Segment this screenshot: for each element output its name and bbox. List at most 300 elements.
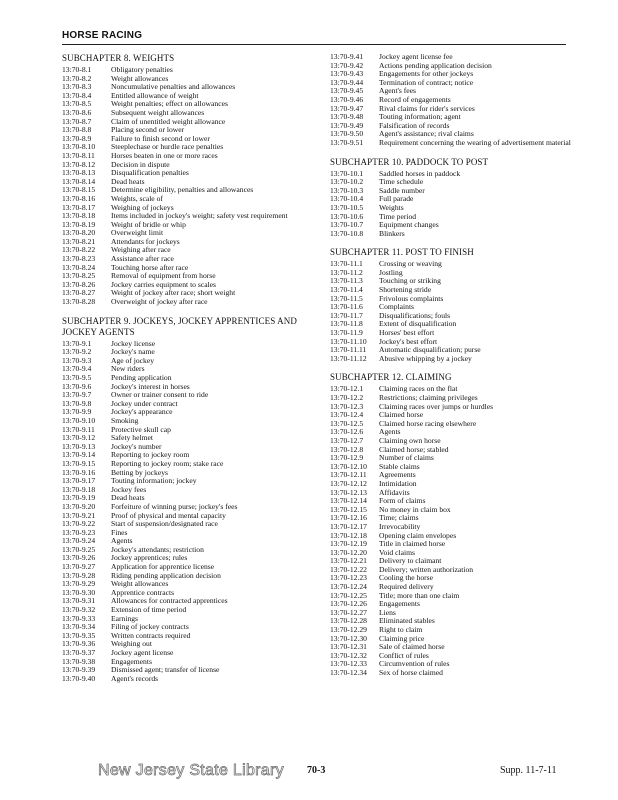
section-title: Falsification of records — [379, 120, 450, 130]
section-title: Weight allowances — [111, 579, 169, 589]
list-item — [62, 632, 312, 641]
section-number: 13:70-9.16 — [62, 467, 96, 477]
list-item — [62, 169, 312, 178]
section-title: Opening claim envelopes — [379, 530, 457, 540]
section-title: Agreements — [379, 470, 416, 480]
section-number: 13:70-9.13 — [62, 441, 96, 451]
section-list — [330, 53, 580, 148]
list-item — [62, 298, 312, 307]
section-title: Weight penalties; effect on allowances — [111, 99, 228, 109]
section-number: 13:70-12.31 — [330, 642, 367, 652]
section-title: Touting information; agent — [379, 112, 461, 122]
section-title: Weighing out — [111, 639, 152, 649]
section-title: Claiming own horse — [379, 435, 441, 445]
section-number: 13:70-12.26 — [330, 599, 367, 609]
section-number: 13:70-10.6 — [330, 211, 364, 221]
section-title: Protective skull cap — [111, 424, 171, 434]
list-item — [330, 574, 580, 583]
section-number: 13:70-9.11 — [62, 424, 95, 434]
section-number: 13:70-8.3 — [62, 82, 92, 92]
list-item — [330, 428, 580, 437]
section-number: 13:70-10.8 — [330, 228, 364, 238]
section-title: Rival claims for rider's services — [379, 103, 475, 113]
section-list — [330, 260, 580, 363]
section-title: Weight of bridle or whip — [111, 219, 186, 229]
running-header: HORSE RACING — [62, 30, 566, 45]
section-number: 13:70-12.34 — [330, 668, 367, 677]
section-number: 13:70-12.4 — [330, 410, 364, 420]
section-title: Claiming races on the flat — [379, 384, 458, 394]
section-number: 13:70-12.8 — [330, 444, 364, 454]
list-item — [330, 626, 580, 635]
list-item — [62, 118, 312, 127]
section-title: Weights — [379, 202, 404, 212]
section-number: 13:70-11.5 — [330, 293, 363, 303]
list-item — [330, 295, 580, 304]
section-number: 13:70-9.18 — [62, 484, 96, 494]
list-item — [330, 221, 580, 230]
section-title: Dead heats — [111, 176, 145, 186]
section-number: 13:70-8.22 — [62, 245, 96, 255]
section-title: Sex of horse claimed — [379, 668, 443, 677]
section-title: Delivery; written authorization — [379, 564, 474, 574]
section-title: Smoking — [111, 415, 139, 425]
section-title: Engagements for other jockeys — [379, 69, 474, 79]
section-title: Requirement concerning the wearing of advertisement material — [379, 137, 571, 147]
section-number: 13:70-9.7 — [62, 390, 92, 400]
list-item — [62, 434, 312, 443]
section-number: 13:70-11.6 — [330, 302, 363, 312]
section-title: Weight allowances — [111, 73, 169, 83]
section-number: 13:70-12.2 — [330, 393, 364, 402]
section-number: 13:70-9.9 — [62, 407, 92, 417]
list-item — [62, 460, 312, 469]
section-number: 13:70-12.13 — [330, 487, 367, 497]
section-number: 13:70-10.2 — [330, 177, 364, 187]
section-title: Equipment changes — [379, 220, 439, 230]
section-title: Safety helmet — [111, 433, 153, 443]
section-title: Dismissed agent; transfer of license — [111, 665, 220, 675]
section-title: Sale of claimed horse — [379, 642, 445, 652]
section-title: Disqualifications; fouls — [379, 310, 451, 320]
list-item — [62, 221, 312, 230]
section-title: Entitled allowance of weight — [111, 90, 199, 100]
section-title: Claiming price — [379, 633, 425, 643]
section-title: Shortening stride — [379, 285, 432, 295]
list-item — [330, 652, 580, 661]
section-number: 13:70-12.32 — [330, 650, 367, 660]
section-title: Jockey carries equipment to scales — [111, 279, 217, 289]
section-title: Title; more than one claim — [379, 590, 460, 600]
section-title: Form of claims — [379, 496, 426, 506]
section-title: Overweight of jockey after race — [111, 297, 208, 307]
section-number: 13:70-11.10 — [330, 336, 367, 346]
section-number: 13:70-9.39 — [62, 665, 96, 675]
section-number: 13:70-11.3 — [330, 276, 363, 286]
section-title: Engagements — [379, 599, 420, 609]
section-list — [62, 66, 312, 307]
section-number: 13:70-8.20 — [62, 228, 96, 238]
section-number: 13:70-9.12 — [62, 433, 96, 443]
list-item — [62, 246, 312, 255]
section-number: 13:70-9.6 — [62, 381, 92, 391]
list-item — [62, 529, 312, 538]
section-title: Jostling — [379, 267, 403, 277]
section-title: Weighing after race — [111, 245, 171, 255]
list-item — [62, 572, 312, 581]
list-item — [330, 170, 580, 179]
list-item — [330, 204, 580, 213]
section-number: 13:70-11.9 — [330, 328, 363, 338]
list-item — [330, 87, 580, 96]
section-title: Cooling the horse — [379, 573, 433, 583]
list-item — [62, 66, 312, 75]
list-item — [62, 580, 312, 589]
section-title: Horses beaten in one or more races — [111, 150, 218, 160]
section-title: Jockey license — [111, 338, 156, 348]
list-item — [62, 640, 312, 649]
section-number: 13:70-12.33 — [330, 659, 367, 669]
section-number: 13:70-12.30 — [330, 633, 367, 643]
section-title: Assistance after race — [111, 254, 174, 264]
section-title: Steeplechase or hurdle race penalties — [111, 142, 224, 152]
section-title: Weights, scale of — [111, 193, 163, 203]
section-title: Owner or trainer consent to ride — [111, 390, 209, 400]
section-number: 13:70-12.18 — [330, 530, 367, 540]
section-number: 13:70-8.15 — [62, 185, 96, 195]
list-item — [330, 230, 580, 239]
section-title: Restrictions; claiming privileges — [379, 393, 478, 402]
section-title: Obligatory penalties — [111, 65, 173, 74]
section-title: Dead heats — [111, 493, 145, 503]
section-title: Actions pending application decision — [379, 60, 492, 70]
section-title: Overweight limit — [111, 228, 164, 238]
section-number: 13:70-10.3 — [330, 185, 364, 195]
section-title: Jockey's best effort — [379, 336, 438, 346]
section-number: 13:70-12.1 — [330, 384, 364, 394]
section-number: 13:70-9.41 — [330, 52, 364, 61]
section-title: Jockey's appearance — [111, 407, 173, 417]
list-item — [330, 489, 580, 498]
section-title: Jockey apprentices; rules — [111, 553, 188, 563]
section-title: Proof of physical and mental capacity — [111, 510, 226, 520]
list-item — [330, 277, 580, 286]
list-item — [330, 617, 580, 626]
section-number: 13:70-8.5 — [62, 99, 92, 109]
section-title: Agents — [379, 427, 401, 437]
section-title: Written contracts required — [111, 630, 191, 640]
section-number: 13:70-9.30 — [62, 587, 96, 597]
list-item — [330, 600, 580, 609]
section-number: 13:70-9.45 — [330, 86, 364, 96]
section-title: Agent's fees — [379, 86, 417, 96]
section-title: Engagements — [111, 656, 152, 666]
section-title: Liens — [379, 607, 396, 617]
section-title: Abusive whipping by a jockey — [379, 353, 472, 363]
section-number: 13:70-12.27 — [330, 607, 367, 617]
section-number: 13:70-9.31 — [62, 596, 96, 606]
section-number: 13:70-9.23 — [62, 527, 96, 537]
section-title: Jockey's attendants; restriction — [111, 544, 204, 554]
list-item — [330, 549, 580, 558]
section-number: 13:70-9.51 — [330, 137, 364, 147]
section-title: Items included in jockey's weight; safety vest requirement — [111, 211, 288, 221]
section-title: Crossing or weaving — [379, 259, 442, 269]
section-title: Removal of equipment from horse — [111, 271, 216, 281]
list-item — [62, 606, 312, 615]
section-number: 13:70-9.27 — [62, 562, 96, 572]
list-item — [330, 669, 580, 678]
section-number: 13:70-9.2 — [62, 347, 92, 357]
list-item — [330, 420, 580, 429]
section-number: 13:70-11.12 — [330, 353, 367, 363]
section-number: 13:70-12.24 — [330, 582, 367, 592]
section-number: 13:70-9.33 — [62, 613, 96, 623]
section-title: Delivery to claimant — [379, 556, 442, 566]
section-title: Pending application — [111, 373, 172, 382]
list-item — [330, 286, 580, 295]
list-item — [62, 391, 312, 400]
section-title: Forfeiture of winning purse; jockey's fees — [111, 501, 238, 511]
section-title: Touching horse after race — [111, 262, 189, 272]
section-number: 13:70-8.27 — [62, 288, 96, 298]
subchapter-heading: SUBCHAPTER 12. CLAIMING — [330, 372, 452, 383]
section-number: 13:70-9.29 — [62, 579, 96, 589]
list-item — [330, 213, 580, 222]
list-item — [62, 212, 312, 221]
list-item — [330, 437, 580, 446]
section-title: Affidavits — [379, 487, 410, 497]
list-item — [62, 238, 312, 247]
section-title: Complaints — [379, 302, 415, 312]
section-number: 13:70-8.23 — [62, 254, 96, 264]
section-title: Age of jockey — [111, 355, 155, 365]
section-title: Determine eligibility, penalties and allowances — [111, 185, 254, 195]
section-number: 13:70-9.32 — [62, 605, 96, 615]
section-number: 13:70-8.21 — [62, 236, 96, 246]
section-list — [62, 340, 312, 684]
section-title: Allowances for contracted apprentices — [111, 596, 228, 606]
list-item — [330, 329, 580, 338]
section-title: Saddled horses in paddock — [379, 168, 461, 178]
section-title: New riders — [111, 364, 145, 374]
section-number: 13:70-9.21 — [62, 510, 96, 520]
subchapter-heading: SUBCHAPTER 8. WEIGHTS — [62, 53, 175, 63]
section-number: 13:70-12.25 — [330, 590, 367, 600]
list-item — [330, 303, 580, 312]
section-title: Weighing of jockeys — [111, 202, 174, 212]
section-number: 13:70-12.5 — [330, 418, 364, 428]
section-number: 13:70-8.26 — [62, 279, 96, 289]
list-item — [62, 417, 312, 426]
list-item — [62, 520, 312, 529]
list-item — [62, 348, 312, 357]
section-number: 13:70-12.9 — [330, 453, 364, 463]
list-item — [330, 532, 580, 541]
section-number: 13:70-8.19 — [62, 219, 96, 229]
list-item — [330, 471, 580, 480]
section-number: 13:70-8.24 — [62, 262, 96, 272]
section-title: Agents — [111, 536, 133, 546]
section-number: 13:70-9.1 — [62, 338, 92, 348]
section-title: Touching or striking — [379, 276, 441, 286]
section-title: Claiming races over jumps or hurdles — [379, 401, 494, 411]
section-number: 13:70-8.12 — [62, 159, 96, 169]
section-title: Placing second or lower — [111, 125, 185, 135]
section-title: Time schedule — [379, 177, 424, 187]
list-item — [330, 463, 580, 472]
list-item — [62, 649, 312, 658]
section-title: Claim of unentitled weight allowance — [111, 116, 226, 126]
section-number: 13:70-12.14 — [330, 496, 367, 506]
section-number: 13:70-8.16 — [62, 193, 96, 203]
section-title: Disqualification penalties — [111, 168, 189, 178]
section-title: Intimidation — [379, 478, 417, 488]
section-title: Filing of jockey contracts — [111, 622, 189, 632]
list-item — [330, 260, 580, 269]
section-number: 13:70-10.5 — [330, 202, 364, 212]
section-number: 13:70-12.21 — [330, 556, 367, 566]
section-number: 13:70-9.35 — [62, 630, 96, 640]
list-item — [330, 497, 580, 506]
list-item — [62, 186, 312, 195]
list-item — [330, 514, 580, 523]
list-item — [330, 139, 580, 148]
section-number: 13:70-8.8 — [62, 125, 92, 135]
list-item — [330, 187, 580, 196]
list-item — [330, 403, 580, 412]
list-item — [330, 446, 580, 455]
section-number: 13:70-8.28 — [62, 297, 96, 307]
list-item — [62, 365, 312, 374]
section-number: 13:70-12.22 — [330, 564, 367, 574]
section-number: 13:70-8.14 — [62, 176, 96, 186]
section-number: 13:70-11.4 — [330, 285, 363, 295]
section-number: 13:70-12.12 — [330, 478, 367, 488]
section-number: 13:70-9.50 — [330, 129, 364, 139]
section-number: 13:70-9.19 — [62, 493, 96, 503]
section-number: 13:70-12.19 — [330, 539, 367, 549]
section-number: 13:70-12.23 — [330, 573, 367, 583]
section-number: 13:70-12.7 — [330, 435, 364, 445]
list-item — [62, 666, 312, 675]
section-title: Reporting to jockey room — [111, 450, 190, 460]
section-title: Time period — [379, 211, 417, 221]
section-number: 13:70-10.1 — [330, 168, 364, 178]
section-list — [330, 385, 580, 677]
section-number: 13:70-9.3 — [62, 355, 92, 365]
section-title: Jockey agent license fee — [379, 52, 453, 61]
section-title: Agent's records — [111, 673, 159, 683]
supplement-date: Supp. 11-7-11 — [500, 765, 557, 776]
section-number: 13:70-8.18 — [62, 211, 96, 221]
section-title: Stable claims — [379, 461, 420, 471]
list-item — [62, 486, 312, 495]
section-title: Subsequent weight allowances — [111, 107, 205, 117]
section-title: Horses' best effort — [379, 328, 435, 338]
section-title: Riding pending application decision — [111, 570, 221, 580]
section-title: Right to claim — [379, 625, 423, 635]
list-item — [62, 357, 312, 366]
list-item — [330, 269, 580, 278]
section-number: 13:70-9.8 — [62, 398, 92, 408]
list-item — [330, 195, 580, 204]
subchapter-heading: SUBCHAPTER 10. PADDOCK TO POST — [330, 156, 489, 167]
section-number: 13:70-9.36 — [62, 639, 96, 649]
section-title: Jockey's name — [111, 347, 155, 357]
section-title: Reporting to jockey room; stake race — [111, 458, 224, 468]
section-number: 13:70-8.11 — [62, 150, 95, 160]
section-title: Claimed horse — [379, 410, 424, 420]
section-number: 13:70-9.34 — [62, 622, 96, 632]
section-number: 13:70-9.15 — [62, 458, 96, 468]
section-number: 13:70-9.46 — [330, 94, 364, 104]
section-number: 13:70-8.25 — [62, 271, 96, 281]
section-title: Earnings — [111, 613, 138, 623]
section-number: 13:70-9.25 — [62, 544, 96, 554]
section-number: 13:70-12.11 — [330, 470, 367, 480]
list-item — [62, 400, 312, 409]
section-title: Irrevocability — [379, 521, 421, 531]
section-number: 13:70-8.4 — [62, 90, 92, 100]
section-number: 13:70-11.8 — [330, 319, 363, 329]
section-number: 13:70-9.38 — [62, 656, 96, 666]
section-title: Extent of disqualification — [379, 319, 457, 329]
list-item — [62, 229, 312, 238]
section-number: 13:70-9.4 — [62, 364, 92, 374]
section-title: Circumvention of rules — [379, 659, 450, 669]
section-title: Blinkers — [379, 228, 405, 238]
section-number: 13:70-9.26 — [62, 553, 96, 563]
section-title: Failure to finish second or lower — [111, 133, 210, 143]
list-item — [330, 320, 580, 329]
list-item — [330, 643, 580, 652]
section-title: Jockey's number — [111, 441, 162, 451]
section-number: 13:70-12.17 — [330, 521, 367, 531]
section-title: Jockey agent license — [111, 648, 174, 657]
section-title: No money in claim box — [379, 504, 451, 514]
list-item — [330, 178, 580, 187]
section-number: 13:70-11.2 — [330, 267, 363, 277]
section-number: 13:70-9.5 — [62, 373, 92, 382]
list-item — [330, 592, 580, 601]
section-title: Touting information; jockey — [111, 476, 197, 486]
list-item — [330, 635, 580, 644]
toc-right-column — [330, 53, 580, 678]
section-title: Jockey under contract — [111, 398, 178, 408]
section-number: 13:70-9.20 — [62, 501, 96, 511]
section-number: 13:70-10.7 — [330, 220, 364, 230]
section-number: 13:70-9.24 — [62, 536, 96, 546]
section-title: Conflict of rules — [379, 650, 429, 660]
section-number: 13:70-9.40 — [62, 673, 96, 683]
list-item — [330, 609, 580, 618]
section-number: 13:70-9.48 — [330, 112, 364, 122]
list-item — [62, 408, 312, 417]
section-number: 13:70-8.10 — [62, 142, 96, 152]
section-number: 13:70-9.22 — [62, 519, 96, 529]
section-title: Decision in dispute — [111, 159, 170, 169]
list-item — [330, 454, 580, 463]
section-number: 13:70-8.7 — [62, 116, 92, 126]
section-number: 13:70-9.43 — [330, 69, 364, 79]
section-title: Number of claims — [379, 453, 434, 463]
library-watermark: New Jersey State Library — [98, 762, 284, 779]
section-title: Weight of jockey after race; short weight — [111, 288, 236, 298]
list-item — [330, 660, 580, 669]
section-number: 13:70-9.44 — [330, 77, 364, 87]
section-number: 13:70-9.47 — [330, 103, 364, 113]
